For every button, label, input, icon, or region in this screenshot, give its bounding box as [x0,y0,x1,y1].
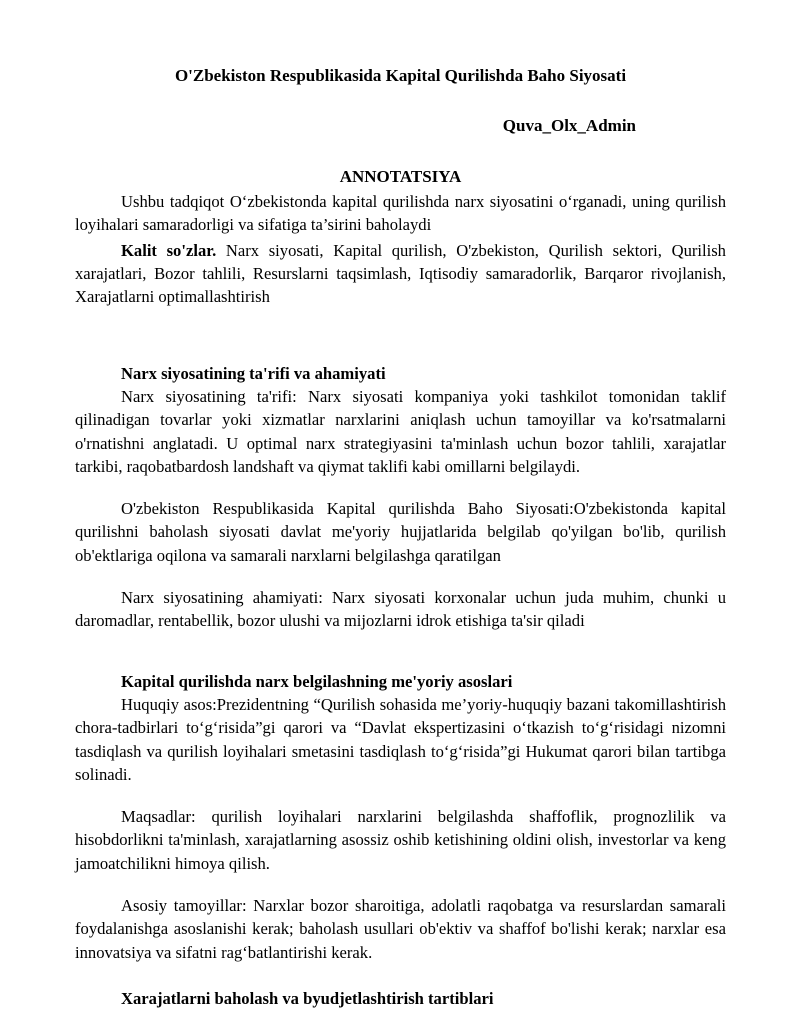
section1-heading: Narx siyosatining ta'rifi va ahamiyati [121,364,386,383]
section-3 [75,988,726,1010]
keywords-text: Narx siyosati, Kapital qurilish, O'zbekiston, Qurilish sektori, Qurilish xarajatlari, Bozor tahlili, Resurslarni taqsimlash, Iqtisodiy samaradorlik, Barqaror rivojlanish, Xarajatlarni optimallashtirish [75,240,726,307]
section1-paragraph-2: O'zbekiston Respublikasida Kapital qurilishda Baho Siyosati:O'zbekistonda kapital qurilishni baholash siyosati davlat me'yoriy hujjatlarida belgilab qo'yilgan bo'lib, qurilish ob'ektlariga oqilona va samarali narxlarni belgilashga qaratilgan [75,499,726,565]
keywords-paragraph [75,239,726,309]
document-author: Quva_Olx_Admin [502,116,636,135]
section1-paragraph-1: Narx siyosatining ta'rifi: Narx siyosati kompaniya yoki tashkilot tomonidan taklif qilinadigan tovarlar yoki xizmatlar narxlarini aniqlash uchun tamoyillar va ko'rsatmalarni o'rnatishni anglatadi. U optimal narx strategiyasini ta'minlash uchun bozor tahlili, xarajatlar tarkibi, raqobatbardosh landshaft va qiymat taklifi kabi omillarni belgilaydi. [75,387,726,476]
section2-heading: Kapital qurilishda narx belgilashning me'yoriy asoslari [121,672,513,691]
annotation-block [75,190,726,308]
document-title: O'Zbekiston Respublikasida Kapital Qurilishda Baho Siyosati [174,66,627,85]
section1-paragraph-3: Narx siyosatining ahamiyati: Narx siyosati korxonalar uchun juda muhim, chunki u daromadlar, rentabellik, bozor ulushi va mijozlarni idrok etishiga ta'sir qiladi [75,588,726,631]
section2-paragraph-3: Asosiy tamoyillar: Narxlar bozor sharoitiga, adolatli raqobatga va resurslardan samarali foydalanishga asoslanishi kerak; baholash usullari ob'ektiv va shaffof bo'lishi kerak; narxlar esa innovatsiya va sifatni rag‘batlantirishi kerak. [75,896,726,962]
section-1 [75,363,726,633]
section-2 [75,671,726,964]
annotation-text: Ushbu tadqiqot O‘zbekistonda kapital qurilishda narx siyosatini o‘rganadi, uning qurilish loyihalari samaradorligi va sifatiga ta’sirini baholaydi [75,192,726,235]
section3-heading: Xarajatlarni baholash va byudjetlashtirish tartiblari [121,989,494,1008]
keywords-label: Kalit so'zlar. [121,240,217,260]
section2-paragraph-2: Maqsadlar: qurilish loyihalari narxlarini belgilashda shaffoflik, prognozlilik va hisobdorlikni ta'minlash, xarajatlarning asossiz oshib ketishining oldini olish, investorlar va keng jamoatchilikni himoya qilish. [75,807,726,873]
section2-paragraph-1: Huquqiy asos:Prezidentning “Qurilish sohasida me’yoriy-huquqiy bazani takomillashtirish chora-tadbirlari to‘g‘risida”gi qarori va “Davlat ekspertizasini o‘tkazish to‘g‘risidagi nizomni tasdiqlash va qurilish loyihalari smetasini tasdiqlash to‘g‘risida”gi Hukumat qarori bilan tartibga solinadi. [75,695,726,784]
annotation-heading: ANNOTATSIYA [339,167,462,186]
